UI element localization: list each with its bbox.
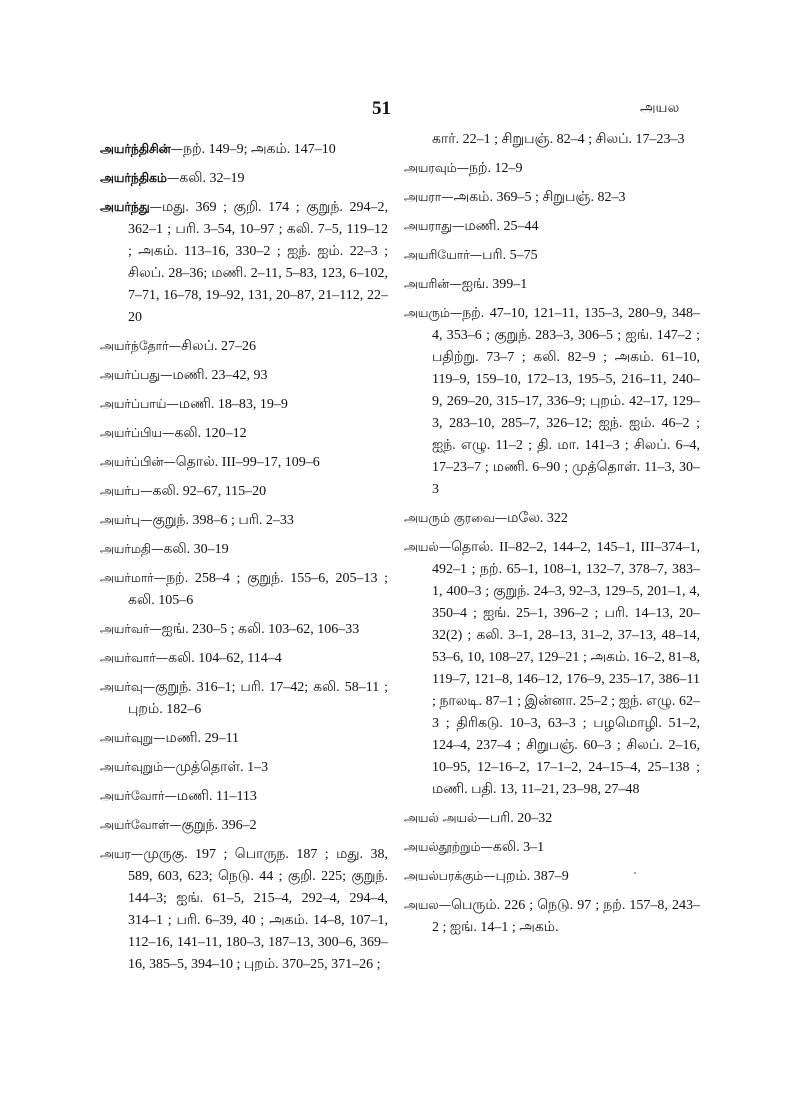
entry-references: கலி. 120–12 (174, 426, 247, 441)
entry-references: தொல். III–99–17, 109–6 (175, 455, 320, 470)
entry-headword: அயர்வுறு (100, 730, 154, 745)
index-entry (404, 215, 700, 237)
index-entry (404, 507, 700, 529)
index-entry (100, 196, 388, 328)
index-entry (100, 567, 388, 611)
entry-headword: அயர்ந்து (100, 199, 150, 214)
entry-headword: அயரின் (404, 276, 450, 291)
index-entry (404, 836, 700, 858)
left-column (100, 138, 388, 982)
entry-dash: — (449, 305, 463, 320)
entry-references: பெரும். 226 ; நெடு. 97 ; நற். 157–8, 243–2 ; ஐங். 14–1 ; அகம். (432, 898, 700, 935)
index-entry (100, 509, 388, 531)
entry-headword: அயரும் குரவை (404, 510, 495, 525)
index-entry (404, 186, 700, 208)
entry-dash: — (149, 621, 162, 636)
entry-dash: — (164, 788, 177, 803)
entry-dash: — (153, 570, 167, 585)
entry-references: சிலப். 27–26 (181, 339, 257, 354)
entry-dash: — (166, 396, 179, 411)
entry-dash: — (438, 897, 452, 912)
page-number: 51 (372, 98, 391, 119)
entry-headword: அயரா (404, 189, 442, 204)
entry-dash: — (494, 510, 508, 525)
entry-headword: அயர்ந்திகம் (100, 170, 167, 185)
entry-headword: அயராது (404, 218, 453, 233)
entry-dash: — (456, 160, 470, 175)
entry-dash: — (449, 276, 462, 291)
entry-references: முருகு. 197 ; பொருந. 187 ; மது. 38, 589, 603, 623; நெடு. 44 ; குறி. 225; குறுந். 144–3; ஐங். 61–5, 215–4, 292–4, 294–4, 314–1 ; பரி. 6–39, 40 ; அகம். 14–8, 107–1, 112–16, 141–11, 180–3, 187–13, 300–6, 369–16, 385–5, 394–10 ; புறம். 370–25, 371–26 ; (128, 847, 388, 972)
index-entry (100, 364, 388, 386)
entry-dash: — (163, 454, 176, 469)
entry-references: கலி. 3–1 (492, 840, 545, 855)
entry-references: பரி. 5–75 (482, 248, 538, 263)
entry-dash: — (168, 338, 182, 353)
index-entry (404, 302, 700, 500)
entry-headword: அயரியோர் (404, 247, 470, 262)
entry-references: நற். 258–4 ; குறுந். 155–6, 205–13 ; கலி. 105–6 (128, 571, 388, 608)
entry-dash: — (452, 218, 465, 233)
entry-headword: அயர்மதி (100, 541, 151, 556)
entry-headword: அயர்வு (100, 679, 143, 694)
index-entry (100, 335, 388, 357)
entry-dash: — (163, 759, 176, 774)
entry-headword: அயர்ப்பிய (100, 425, 163, 440)
entry-dash: — (166, 170, 180, 185)
entry-headword: அயரும் (404, 305, 450, 320)
entry-headword: அயல் அயல் (404, 810, 478, 825)
entry-dash: — (140, 512, 153, 527)
entry-references: குறுந். 398–6 ; பரி. 2–33 (152, 513, 294, 528)
index-entry (100, 814, 388, 836)
entry-references: கலி. 30–19 (163, 542, 229, 557)
entry-dash: — (151, 541, 164, 556)
index-entry (100, 618, 388, 640)
entry-headword: அயல (404, 897, 439, 912)
entry-references: கார். 22–1 ; சிறுபஞ். 82–4 ; சிலப். 17–23–3 (432, 132, 685, 147)
index-entry (404, 157, 700, 179)
entry-references: மணி. 23–42, 93 (172, 368, 268, 383)
entry-headword: அயர்வோள் (100, 817, 170, 832)
entry-references: குறுந். 316–1; பரி. 17–42; கலி. 58–11 ; புறம். 182–6 (128, 680, 388, 717)
entry-headword: அயர்மார் (100, 570, 154, 585)
index-entry (100, 451, 388, 473)
right-column (404, 128, 700, 945)
entry-headword: அயர (100, 846, 131, 861)
index-entry (100, 647, 388, 669)
entry-headword: அயர்வோர் (100, 788, 165, 803)
entry-headword: அயல்தூற்றும் (404, 839, 481, 854)
entry-headword: அயர்ந்திசின் (100, 141, 171, 156)
entry-references: பரி. 20–32 (489, 811, 553, 826)
entry-dash: — (142, 679, 156, 694)
index-entry (404, 807, 700, 829)
entry-references: கலி. 32–19 (179, 171, 245, 186)
entry-dash: — (160, 367, 173, 382)
entry-references: தொல். II–82–2, 144–2, 145–1, III–374–1, 492–1 ; நற். 65–1, 108–1, 132–7, 378–7, 383–1, 400–3 ; குறுந். 24–3, 92–3, 129–5, 201–1, 4, 350–4 ; ஐங். 25–1, 396–2 ; பரி. 14–13, 20–32(2) ; கலி. 3–1, 28–13, 31–2, 37–13, 48–14, 53–6, 10, 108–27, 129–21 ; அகம். 16–2, 81–8, 119–7, 121–8, 146–12, 176–9, 235–17, 386–11 ; நாலடி. 87–1 ; இன்னா. 25–2 ; ஐந். எழு. 62–3 ; திரிகடு. 10–3, 63–3 ; பழமொழி. 51–2, 124–4, 237–4 ; சிறுபஞ். 60–3 ; சிலப். 2–16, 10–95, 12–16–2, 17–1–2, 24–15–4, 25–138 ; மணி. பதி. 13, 11–21, 23–98, 27–48 (432, 540, 700, 797)
entry-references: நற். 12–9 (469, 161, 523, 176)
index-entry (100, 756, 388, 778)
entry-dash: — (441, 189, 454, 204)
entry-dash: — (469, 247, 483, 262)
entry-references: புறம். 387–9 (495, 869, 569, 884)
entry-dash: — (477, 810, 490, 825)
entry-headword: அயல்பரக்கும் (404, 868, 484, 883)
index-entry (404, 273, 700, 295)
entry-dash: — (162, 425, 175, 440)
entry-headword: அயர்ப்பது (100, 367, 161, 382)
index-entry (404, 865, 700, 887)
entry-references: குறுந். 396–2 (181, 818, 257, 833)
entry-dash: — (130, 846, 144, 861)
speck (634, 872, 636, 874)
running-head: அயல (640, 100, 680, 116)
entry-headword: அயல் (404, 539, 439, 554)
entry-references: நற். 149–9; அகம். 147–10 (183, 142, 336, 157)
entry-references: ஐங். 399–1 (461, 277, 528, 292)
entry-dash: — (140, 483, 153, 498)
index-entry (100, 538, 388, 560)
index-entry (100, 422, 388, 444)
index-entry (404, 128, 700, 150)
entry-dash: — (483, 868, 496, 883)
index-entry (404, 536, 700, 800)
index-entry (100, 393, 388, 415)
entry-references: மணி. 11–113 (176, 789, 257, 804)
entry-references: கலி. 104–62, 114–4 (168, 651, 282, 666)
index-entry (100, 480, 388, 502)
entry-headword: அயரவும் (404, 160, 457, 175)
index-entry (100, 138, 388, 160)
index-entry (404, 244, 700, 266)
index-entry (100, 785, 388, 807)
entry-headword: அயர்வுறும் (100, 759, 164, 774)
entry-headword: அயர்வர் (100, 621, 150, 636)
entry-references: நற். 47–10, 121–11, 135–3, 280–9, 348–4, 353–6 ; குறுந். 283–3, 306–5 ; ஐங். 147–2 ; பதிற்று. 73–7 ; கலி. 82–9 ; அகம். 61–10, 119–9, 159–10, 172–13, 195–5, 216–11, 240–9, 269–20, 315–17, 336–9; புறம். 42–17, 129–3, 283–10, 285–7, 326–12; ஐந். ஐம். 46–2 ; ஐந். எழு. 11–2 ; தி. மா. 141–3 ; சிலப். 6–4, 17–23–7 ; மணி. 6–90 ; முத்தொள். 11–3, 30–3 (432, 306, 700, 497)
entry-headword: அயர்வார் (100, 650, 156, 665)
entry-references: முத்தொள். 1–3 (175, 760, 269, 775)
index-entry (100, 727, 388, 749)
index-entry (100, 676, 388, 720)
entry-references: அகம். 369–5 ; சிறுபஞ். 82–3 (453, 190, 626, 205)
entry-dash: — (153, 730, 166, 745)
entry-headword: அயர்ந்தோர் (100, 338, 169, 353)
index-entry (100, 843, 388, 975)
entry-references: ஐங். 230–5 ; கலி. 103–62, 106–33 (161, 622, 360, 637)
entry-references: கலி. 92–67, 115–20 (152, 484, 267, 499)
entry-dash: — (149, 199, 162, 214)
entry-dash: — (169, 817, 182, 832)
entry-headword: அயர்ப்பாய் (100, 396, 167, 411)
index-entry (404, 894, 700, 938)
entry-dash: — (480, 839, 493, 854)
entry-headword: அயர்ப (100, 483, 141, 498)
entry-references: மது. 369 ; குறி. 174 ; குறுந். 294–2, 362–1 ; பரி. 3–54, 10–97 ; கலி. 7–5, 119–12 ; அகம். 113–16, 330–2 ; ஐந். ஐம். 22–3 ; சிலப். 28–36; மணி. 2–11, 5–83, 123, 6–102, 7–71, 16–78, 19–92, 131, 20–87, 21–112, 22–20 (128, 200, 388, 325)
entry-references: மணி. 29–11 (165, 731, 240, 746)
entry-references: மணி. 18–83, 19–9 (178, 397, 288, 412)
entry-headword: அயர்ப்பின் (100, 454, 164, 469)
entry-dash: — (155, 650, 169, 665)
entry-references: மணி. 25–44 (464, 219, 539, 234)
index-entry (100, 167, 388, 189)
entry-dash: — (438, 539, 452, 554)
entry-dash: — (170, 141, 184, 156)
entry-references: மலே. 322 (507, 511, 568, 526)
entry-headword: அயர்பு (100, 512, 141, 527)
